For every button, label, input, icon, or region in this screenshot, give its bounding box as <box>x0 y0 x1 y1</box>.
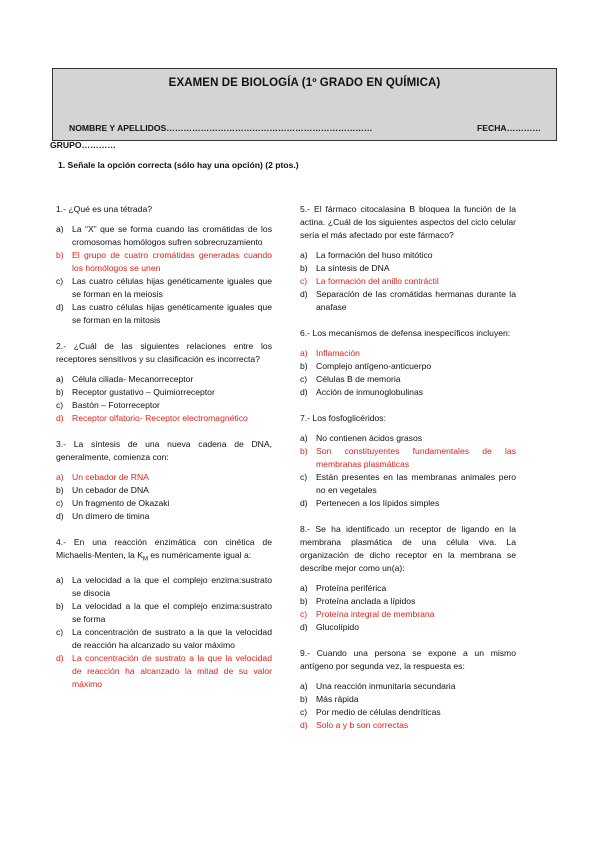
question-stem: 3.- La síntesis de una nueva cadena de DNA, generalmente, comienza con: <box>56 439 272 462</box>
option-a: a) No contienen ácidos grasos <box>300 433 423 443</box>
option-c: c) Están presentes en las membranas animales pero no en vegetales <box>300 472 516 495</box>
option-d: d) Un dímero de timina <box>56 511 150 521</box>
option-c: c) Células B de memoria <box>300 374 401 384</box>
left-column <box>56 203 272 704</box>
option-b-correct: b) Son constituyentes fundamentales de las membranas plasmáticas <box>300 446 516 469</box>
question-1 <box>56 203 272 327</box>
question-7 <box>300 412 516 510</box>
option-a-correct: a) Inflamación <box>300 348 360 358</box>
question-2 <box>56 340 272 425</box>
question-stem: 9.- Cuando una persona se expone a un mismo antígeno por segunda vez, la respuesta es: <box>300 648 516 671</box>
question-3 <box>56 438 272 523</box>
instructions: 1. Señale la opción correcta (sólo hay una opción) (2 ptos.) <box>58 160 299 170</box>
option-b: b) Complejo antígeno-anticuerpo <box>300 361 432 371</box>
question-6 <box>300 327 516 399</box>
question-stem: 2.- ¿Cuál de las siguientes relaciones entre los receptores sensitivos y su clasificación es incorrecta? <box>56 341 272 364</box>
option-c: c) Bastón – Fotorreceptor <box>56 400 160 410</box>
group-field-label: GRUPO………… <box>50 140 116 150</box>
option-b-correct: b) El grupo de cuatro cromátidas generadas cuando los homólogos se unen <box>56 250 272 273</box>
question-8 <box>300 523 516 634</box>
option-d: d) Pertenecen a los lípidos simples <box>300 498 440 508</box>
question-stem: 7.- Los fosfoglicéridos: <box>300 413 386 423</box>
option-b: b) Receptor gustativo – Quimiorreceptor <box>56 387 215 397</box>
option-d: d) Acción de inmunoglobulinas <box>300 387 424 397</box>
right-column <box>300 203 516 745</box>
option-b: b) La síntesis de DNA <box>300 263 390 273</box>
option-b: b) La velocidad a la que el complejo enzima:sustrato se forma <box>56 600 272 624</box>
question-stem: 4.- En una reacción enzimática con cinética de Michaelis-Menten, la $K_M$ es numéricamente igual a: <box>56 537 272 563</box>
option-a: a) Célula ciliada- Mecanorreceptor <box>56 374 194 384</box>
name-field-label: NOMBRE Y APELLIDOS……………………………………………………………… <box>69 123 373 133</box>
date-field-label: FECHA………… <box>477 123 541 133</box>
option-d-correct: d) Receptor olfatorio- Receptor electromagnético <box>56 413 248 423</box>
option-a-correct: a) Un cebador de RNA <box>56 472 149 482</box>
question-stem: 5.- El fármaco citocalasina B bloquea la función de la actina. ¿Cuál de los siguientes aspectos del ciclo celular sería el más afectado por este fármaco? <box>300 204 516 240</box>
option-c: c) La concentración de sustrato a la que la velocidad de reacción ha alcanzado su valor máximo <box>56 626 272 650</box>
question-stem: 1.- ¿Qué es una tétrada? <box>56 204 153 214</box>
option-b: b) Proteína anclada a lípidos <box>300 596 416 606</box>
option-b: b) Un cebador de DNA <box>56 485 149 495</box>
option-a: a) Proteína periférica <box>300 583 387 593</box>
option-d: d) Separación de las cromátidas hermanas durante la anafase <box>300 289 516 312</box>
option-a: a) La “X” que se forma cuando las cromátidas de los cromosomas homólogos sufren sobrecruzamiento <box>56 224 272 247</box>
exam-title: EXAMEN DE BIOLOGÍA (1º GRADO EN QUÍMICA) <box>168 77 441 89</box>
option-a: a) La formación del huso mitótico <box>300 250 433 260</box>
option-a: a) Una reacción inmunitaria secundaria <box>300 681 456 691</box>
option-a: a) La velocidad a la que el complejo enzima:sustrato se disocia <box>56 574 272 598</box>
option-b: b) Más rápida <box>300 694 359 704</box>
question-9 <box>300 647 516 732</box>
option-d: d) Glucolípido <box>300 622 359 632</box>
question-stem: 6.- Los mecanismos de defensa inespecíficos incluyen: <box>300 328 511 338</box>
option-c-correct: c) La formación del anillo contráctil <box>300 276 439 286</box>
option-d-correct: d) Solo a y b son correctas <box>300 720 409 730</box>
option-c-correct: c) Proteína integral de membrana <box>300 609 435 619</box>
option-d-correct: d) La concentración de sustrato a la que la velocidad de reacción ha alcanzado la mitad de su valor máximo <box>56 652 272 689</box>
exam-header <box>52 68 557 141</box>
question-5 <box>300 203 516 314</box>
question-4 <box>56 536 272 691</box>
option-c: c) Un fragmento de Okazaki <box>56 498 170 508</box>
option-c: c) Las cuatro células hijas genéticamente iguales que se forman en la meiosis <box>56 276 272 299</box>
option-c: c) Por medio de células dendríticas <box>300 707 441 717</box>
question-stem: 8.- Se ha identificado un receptor de ligando en la membrana plasmática de una célula viva. La organización de dicho receptor en la membrana se describe mejor como un(a): <box>300 524 516 573</box>
option-d: d) Las cuatro células hijas genéticamente iguales que se forman en la mitosis <box>56 302 272 325</box>
